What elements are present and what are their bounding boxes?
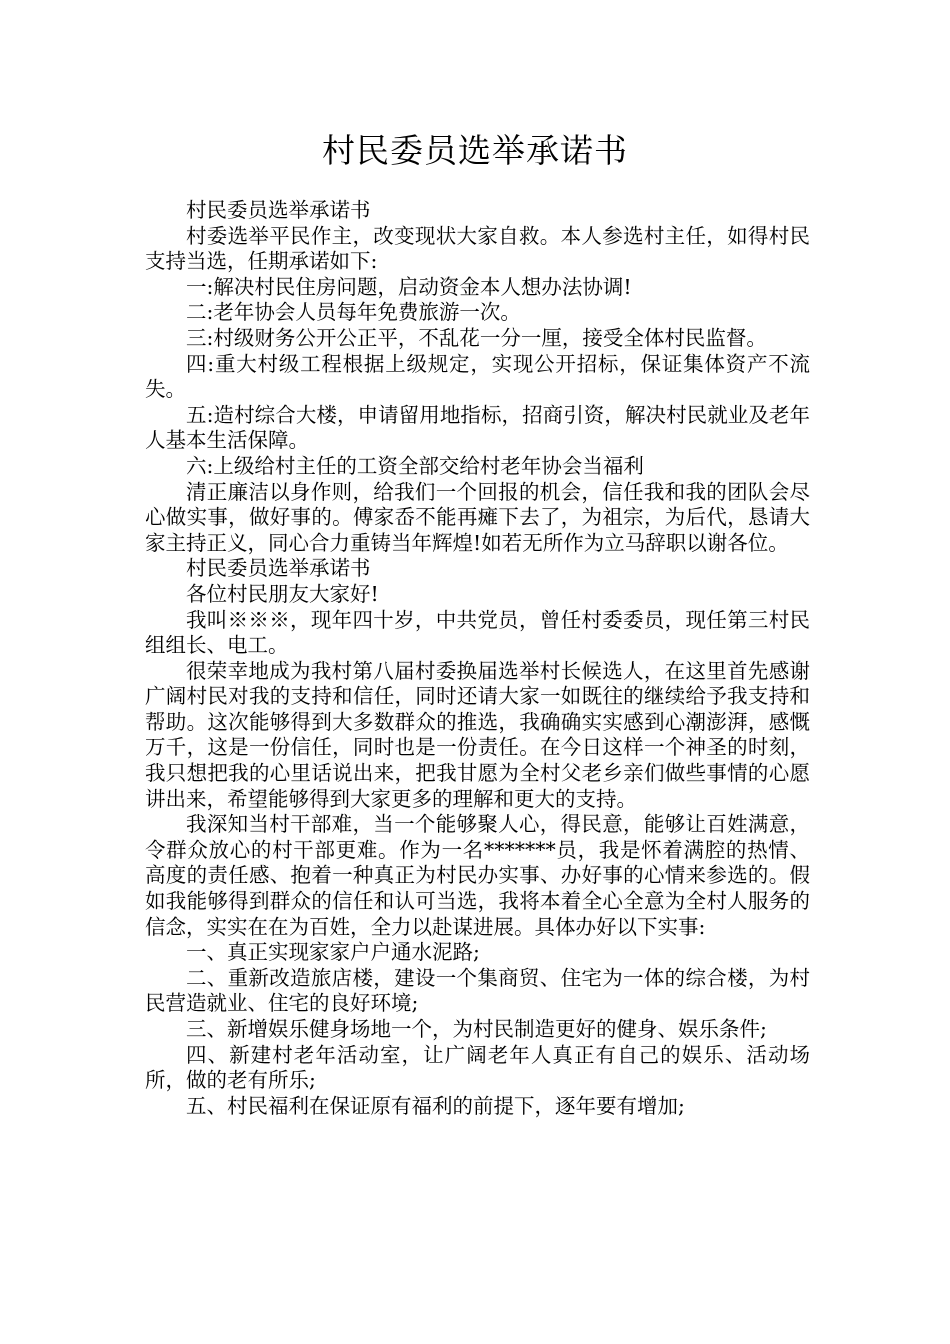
document-title: 村民委员选举承诺书 — [322, 131, 628, 170]
paragraph: 三、新增娱乐健身场地一个，为村民制造更好的健身、娱乐条件; — [186, 1017, 767, 1041]
paragraph: 很荣幸地成为我村第八届村委换届选举村长候选人，在这里首先感谢广阔村民对我的支持和信任，同时还请大家一如既往的继续给予我支持和帮助。这次能够得到大多数群众的推选，我确确实实感到心潮澎湃，感慨万千，这是一份信任，同时也是一份责任。在今日这样一个神圣的时刻，我只想把我的心里话说出来，把我甘愿为全村父老乡亲们做些事情的心愿讲出来，希望能够得到大家更多的理解和更大的支持。 — [145, 658, 810, 811]
paragraph: 村委选举平民作主，改变现状大家自救。本人参选村主任，如得村民支持当选，任期承诺如下: — [145, 223, 810, 274]
paragraph: 三:村级财务公开公正平，不乱花一分一厘，接受全体村民监督。 — [186, 325, 767, 350]
paragraph: 我叫※※※，现年四十岁，中共党员，曾任村委委员，现任第三村民组组长、电工。 — [145, 607, 810, 658]
paragraph: 六:上级给村主任的工资全部交给村老年协会当福利 — [186, 453, 644, 478]
paragraph: 五、村民福利在保证原有福利的前提下，逐年要有增加; — [186, 1093, 685, 1118]
paragraph: 四:重大村级工程根据上级规定，实现公开招标，保证集体资产不流失。 — [145, 351, 810, 402]
paragraph: 二、重新改造旅店楼，建设一个集商贸、住宅为一体的综合楼，为村民营造就业、住宅的良好环境; — [145, 965, 810, 1016]
paragraph: 四、新建村老年活动室，让广阔老年人真正有自己的娱乐、活动场所，做的老有所乐; — [145, 1042, 810, 1093]
paragraph: 一:解决村民住房问题，启动资金本人想办法协调! — [186, 274, 632, 299]
paragraph: 村民委员选举承诺书 — [186, 198, 371, 222]
paragraph: 一、真正实现家家户户通水泥路; — [186, 940, 480, 965]
paragraph: 村民委员选举承诺书 — [186, 556, 371, 581]
paragraph: 我深知当村干部难，当一个能够聚人心，得民意，能够让百姓满意，令群众放心的村干部更难。作为一名*******员，我是怀着满腔的热情、高度的责任感、抱着一种真正为村民办实事、办好事的心情来参选的。假如我能够得到群众的信任和认可当选，我将本着全心全意为全村人服务的信念，实实在在为百姓，全力以赴谋进展。具体办好以下实事: — [145, 812, 810, 939]
document-body — [145, 198, 810, 1119]
paragraph: 各位村民朋友大家好! — [186, 581, 379, 606]
paragraph: 清正廉洁以身作则，给我们一个回报的机会，信任我和我的团队会尽心做实事，做好事的。傅家岙不能再瘫下去了，为祖宗，为后代，恳请大家主持正义，同心合力重铸当年辉煌!如若无所作为立马辞职以谢各位。 — [145, 479, 810, 555]
paragraph: 五:造村综合大楼，申请留用地指标，招商引资，解决村民就业及老年人基本生活保障。 — [145, 402, 810, 453]
paragraph: 二:老年协会人员每年免费旅游一次。 — [186, 300, 521, 325]
